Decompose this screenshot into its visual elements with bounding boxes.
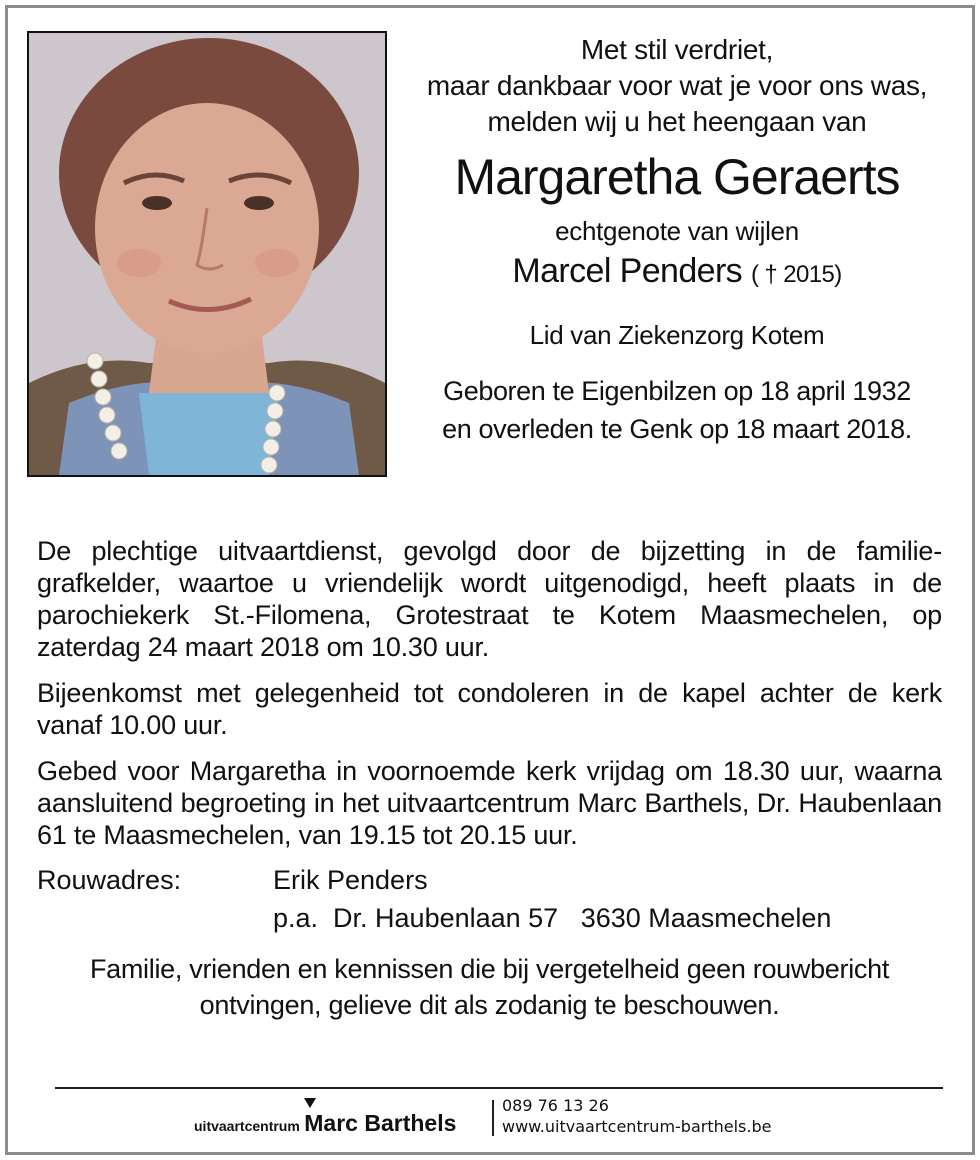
mourning-address bbox=[37, 861, 942, 941]
death-line: en overleden te Genk op 18 maart 2018. bbox=[442, 414, 912, 444]
intro-line-3: melden wij u het heengaan van bbox=[487, 106, 867, 137]
intro-line-1: Met stil verdriet, bbox=[580, 34, 774, 65]
footer-separator bbox=[492, 1100, 494, 1136]
address-name: Erik Penders bbox=[273, 865, 428, 895]
spouse-line bbox=[390, 248, 964, 298]
website: www.uitvaartcentrum-barthels.be bbox=[502, 1117, 772, 1136]
life-dates bbox=[390, 372, 964, 448]
spouse-name: Marcel Penders bbox=[512, 252, 743, 290]
funeral-paragraph: De plechtige uitvaartdienst, gevolgd door de bijzetting in de familie-grafkelder, waartoe u vriendelijk wordt uitgenodigd, heeft plaats in de parochiekerk St.-Filomena, Grotestraat te Kotem Maasmechelen, op zaterdag 24 maart 2018 om 10.30 uur. bbox=[37, 536, 942, 662]
membership: Lid van Ziekenzorg Kotem bbox=[529, 320, 825, 350]
closing-note bbox=[37, 951, 942, 1023]
closing-line-1: Familie, vrienden en kennissen die bij vergetelheid geen rouwbericht bbox=[89, 954, 890, 984]
funeral-home-contact bbox=[502, 1095, 771, 1137]
spouse-death-year: ( † 2015) bbox=[750, 261, 842, 288]
announcement-header bbox=[390, 32, 964, 448]
brand-arrow-icon bbox=[304, 1098, 316, 1108]
birth-line: Geboren te Eigenbilzen op 18 april 1932 bbox=[443, 376, 911, 406]
funeral-home-brand bbox=[194, 1110, 456, 1137]
spouse-intro: echtgenote van wijlen bbox=[555, 216, 799, 246]
address-line: p.a. Dr. Haubenlaan 57 3630 Maasmechelen bbox=[273, 903, 832, 933]
portrait-photo bbox=[27, 31, 387, 477]
footer-divider bbox=[55, 1087, 943, 1089]
intro-line-2: maar dankbaar voor wat je voor ons was, bbox=[426, 70, 928, 101]
brand-small: uitvaartcentrum bbox=[194, 1118, 300, 1134]
deceased-name: Margaretha Geraerts bbox=[454, 149, 900, 205]
portrait-illustration bbox=[29, 33, 385, 475]
prayer-paragraph: Gebed voor Margaretha in voornoemde kerk vrijdag om 18.30 uur, waarna aansluitend begroeting in het uitvaartcentrum Marc Barthels, Dr. Haubenlaan 61 te Maasmechelen, van 19.15 tot 20.15 uur. bbox=[37, 756, 942, 850]
address-label: Rouwadres: bbox=[37, 865, 182, 895]
gathering-paragraph: Bijeenkomst met gelegenheid tot condoleren in de kapel achter de kerk vanaf 10.00 uur. bbox=[37, 678, 942, 740]
phone-number: 089 76 13 26 bbox=[502, 1096, 609, 1115]
closing-line-2: ontvingen, gelieve dit als zodanig te beschouwen. bbox=[199, 990, 780, 1020]
brand-big: Marc Barthels bbox=[304, 1110, 457, 1136]
announcement-body bbox=[37, 535, 942, 1023]
